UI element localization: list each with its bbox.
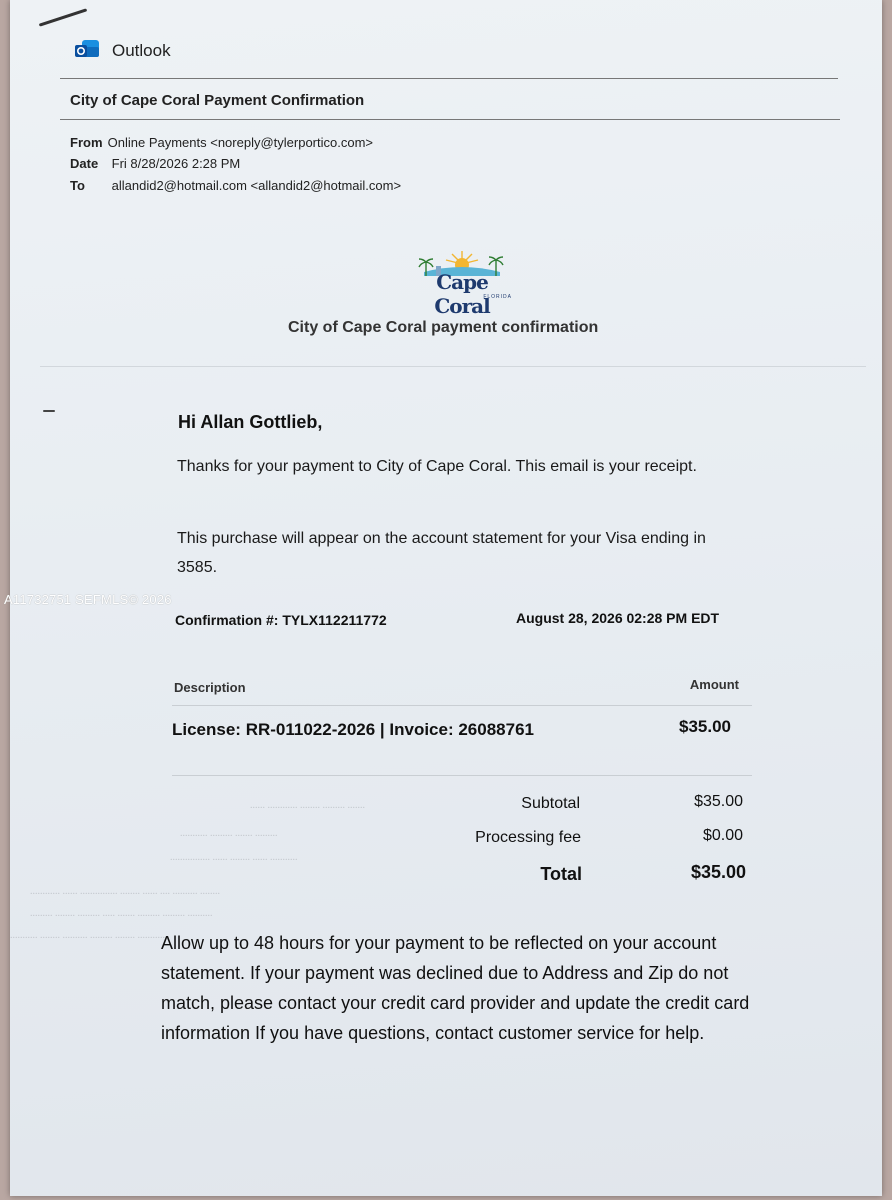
date-value: Fri 8/28/2026 2:28 PM bbox=[111, 156, 241, 171]
table-row-divider bbox=[172, 775, 752, 776]
to-line bbox=[70, 178, 401, 193]
subject-divider bbox=[60, 119, 840, 120]
total-label: Total bbox=[540, 864, 582, 884]
amount-column-header: Amount bbox=[689, 677, 739, 692]
to-label: To bbox=[70, 178, 85, 193]
line-item-description: License: RR-011022-2026 | Invoice: 26088761 bbox=[172, 720, 534, 739]
processing-fee-label: Processing fee bbox=[475, 829, 581, 846]
processing-fee-value: $0.00 bbox=[702, 827, 743, 844]
subtotal-value: $35.00 bbox=[694, 793, 743, 810]
listing-watermark: A11732751 SEFMLS© 2026 bbox=[4, 592, 172, 607]
footer-notice: Allow up to 48 hours for your payment to be reflected on your account statement. If your payment was declined due to Address and Zip do not match, please contact your credit card provider and update the credit card information If you have questions, contact customer service for help. bbox=[161, 933, 750, 1043]
from-line bbox=[70, 135, 373, 150]
from-label: From bbox=[70, 135, 103, 150]
app-name: Outlook bbox=[112, 41, 171, 60]
thanks-text: Thanks for your payment to City of Cape Coral. This email is your receipt. bbox=[177, 458, 697, 475]
line-item-amount: $35.00 bbox=[679, 717, 731, 736]
header-divider bbox=[60, 78, 838, 79]
page-heading: City of Cape Coral payment confirmation bbox=[288, 319, 599, 336]
logo-text: Cape Coral bbox=[434, 270, 490, 318]
to-value: allandid2@hotmail.com <allandid2@hotmail.com> bbox=[111, 178, 402, 193]
total-value: $35.00 bbox=[690, 862, 746, 882]
logo-subtext: FLORIDA bbox=[483, 294, 512, 300]
printed-page: Outlook City of Cape Coral Payment Confirmation From Online Payments <noreply@tylerportico.com> Date Fri 8/28/2026 2:28 PM To allandid2@hotmail.com <allandid2@hotmail.com> Cape Coral FLORIDA City of Cape Coral payment confirmation Hi Allan Gottlieb, Thanks for your payment to City of Cape Coral. This email is your receipt. This purchase will appear on the account statement for your Visa ending in 3585. Confirmation #: TYLX112211772 August 28, 2026 02:28 PM EDT Description Amount License: RR-011022-2026 | Invoice: 26088761 $35.00 ...... ............ ........ ......... ....... ........... ......... ....... ......... ................ ...... ........ ...... ........... ............ ...... ............... ........ ...... .... .......... ........ ......... ........ ......... ..... ....... ......... ......... .......... ........... ........ .......... ......... ........ ........... Subtotal $35.00 Processing fee $0.00 Total $35.00 Allow up to 48 hours for your payment to be reflected on your account statement. If your payment was declined due to Address and Zip do not match, please contact your credit card provider and update the credit card information If you have questions, contact customer service for help. bbox=[10, 0, 882, 1196]
heading-divider bbox=[40, 366, 866, 367]
date-line bbox=[70, 156, 240, 171]
payment-datetime: August 28, 2026 02:28 PM EDT bbox=[516, 610, 720, 626]
confirmation-number: Confirmation #: TYLX112211772 bbox=[175, 612, 387, 628]
outlook-icon bbox=[74, 38, 100, 60]
subtotal-label: Subtotal bbox=[521, 795, 580, 812]
description-column-header: Description bbox=[174, 680, 246, 695]
pen-mark bbox=[39, 8, 87, 26]
pen-mark-dot bbox=[43, 410, 55, 412]
from-value: Online Payments <noreply@tylerportico.com> bbox=[107, 135, 373, 150]
date-label: Date bbox=[70, 156, 99, 171]
greeting: Hi Allan Gottlieb, bbox=[178, 412, 323, 432]
table-header-divider bbox=[172, 705, 752, 706]
email-subject: City of Cape Coral Payment Confirmation bbox=[70, 92, 365, 109]
statement-text: This purchase will appear on the account statement for your Visa ending in 3585. bbox=[177, 530, 706, 576]
